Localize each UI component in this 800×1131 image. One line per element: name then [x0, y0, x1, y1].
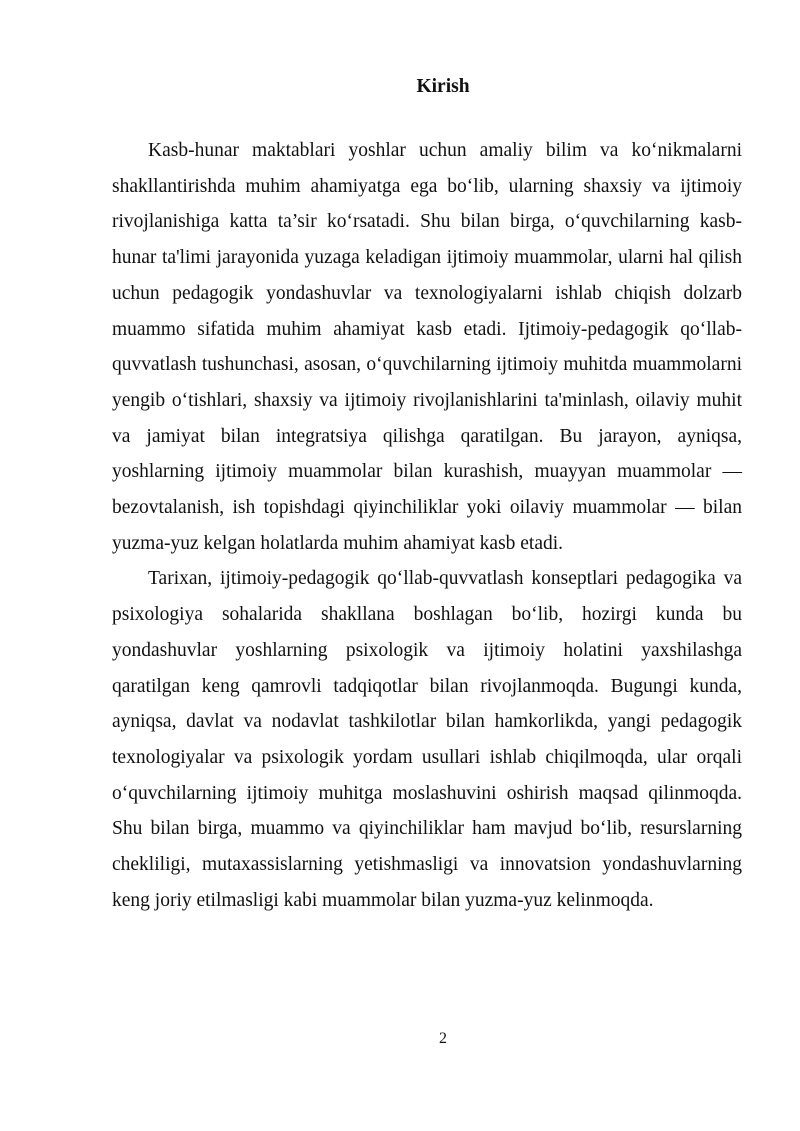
- body-text: [112, 133, 742, 918]
- page-number: 2: [439, 1030, 447, 1047]
- paragraph-1: Kasb-hunar maktablari yoshlar uchun amaliy bilim va ko‘nikmalarni shakllantirishda muhim ahamiyatga ega bo‘lib, ularning shaxsiy va ijtimoiy rivojlanishiga katta ta’sir ko‘rsatadi. Shu bilan birga, o‘quvchilarning kasb-hunar ta'limi jarayonida yuzaga keladigan ijtimoiy muammolar, ularni hal qilish uchun pedagogik yondashuvlar va texnologiyalarni ishlab chiqish dolzarb muammo sifatida muhim ahamiyat kasb etadi. Ijtimoiy-pedagogik qo‘llab-quvvatlash tushunchasi, asosan, o‘quvchilarning ijtimoiy muhitda muammolarni yengib o‘tishlari, shaxsiy va ijtimoiy rivojlanishlarini ta'minlash, oilaviy muhit va jamiyat bilan integratsiya qilishga qaratilgan. Bu jarayon, ayniqsa, yoshlarning ijtimoiy muammolar bilan kurashish, muayyan muammolar — bezovtalanish, ish topishdagi qiyinchiliklar yoki oilaviy muammolar — bilan yuzma-yuz kelgan holatlarda muhim ahamiyat kasb etadi.: [112, 140, 742, 554]
- section-title: Kirish: [416, 76, 470, 97]
- paragraph-2: Tarixan, ijtimoiy-pedagogik qo‘llab-quvvatlash konseptlari pedagogika va psixologiya sohalarida shakllana boshlagan bo‘lib, hozirgi kunda bu yondashuvlar yoshlarning psixologik va ijtimoiy holatini yaxshilashga qaratilgan keng qamrovli tadqiqotlar bilan rivojlanmoqda. Bugungi kunda, ayniqsa, davlat va nodavlat tashkilotlar bilan hamkorlikda, yangi pedagogik texnologiyalar va psixologik yordam usullari ishlab chiqilmoqda, ular orqali o‘quvchilarning ijtimoiy muhitga moslashuvini oshirish maqsad qilinmoqda. Shu bilan birga, muammo va qiyinchiliklar ham mavjud bo‘lib, resurslarning chekliligi, mutaxassislarning yetishmasligi va innovatsion yondashuvlarning keng joriy etilmasligi kabi muammolar bilan yuzma-yuz kelinmoqda.: [112, 568, 742, 911]
